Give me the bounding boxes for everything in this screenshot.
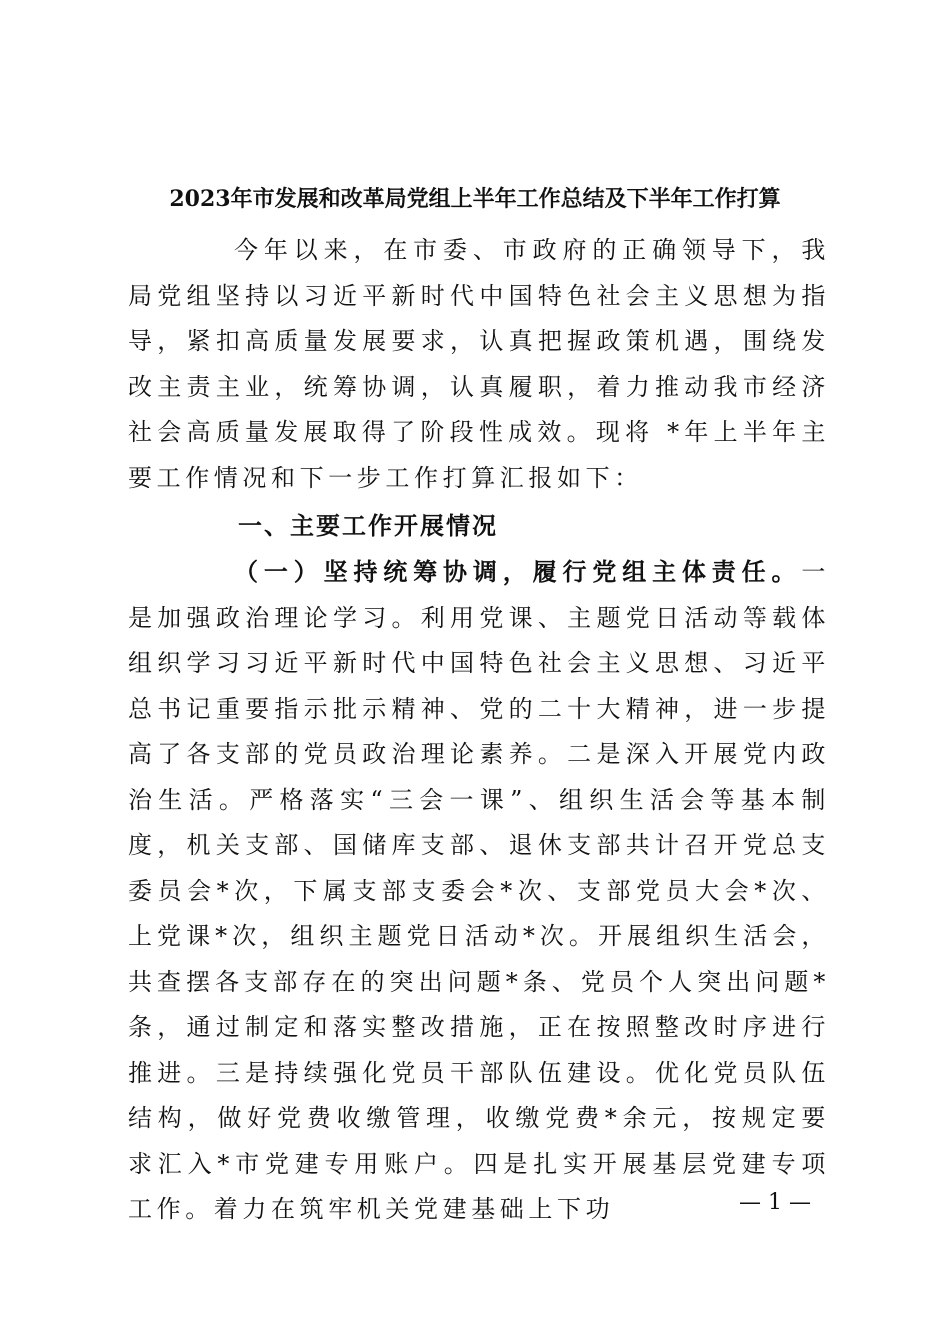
subsection-body: 一是加强政治理论学习。利用党课、主题党日活动等载体组织学习习近平新时代中国特色社会主义思想、习近平总书记重要指示批示精神、党的二十大精神，进一步提高了各支部的党员政治理论素养。二是深入开展党内政治生活。严格落实“三会一课”、组织生活会等基本制度，机关支部、国储库支部、退休支部共计召开党总支委员会*次，下属支部支委会*次、支部党员大会*次、上党课*次，组织主题党日活动*次。开展组织生活会，共查摆各支部存在的突出问题*条、党员个人突出问题*条，通过制定和落实整改措施，正在按照整改时序进行推进。三是持续强化党员干部队伍建设。优化党员队伍结构，做好党费收缴管理，收缴党费*余元，按规定要求汇入*市党建专用账户。四是扎实开展基层党建专项工作。着力在筑牢机关党建基础上下功	[128, 558, 830, 1223]
document-title: 2023年市发展和改革局党组上半年工作总结及下半年工作打算	[169, 186, 781, 212]
section-paragraph	[128, 550, 830, 1233]
subsection-heading: （一）坚持统筹协调，履行党组主体责任。	[234, 558, 802, 586]
section-heading: 一、主要工作开展情况	[238, 512, 498, 540]
page-number: — 1 —	[739, 1190, 811, 1215]
intro-paragraph: 今年以来，在市委、市政府的正确领导下，我局党组坚持以习近平新时代中国特色社会主义思想为指导，紧扣高质量发展要求，认真把握政策机遇，围绕发改主责主业，统筹协调，认真履职，着力推动我市经济社会高质量发展取得了阶段性成效。现将 *年上半年主要工作情况和下一步工作打算汇报如下：	[128, 236, 830, 492]
